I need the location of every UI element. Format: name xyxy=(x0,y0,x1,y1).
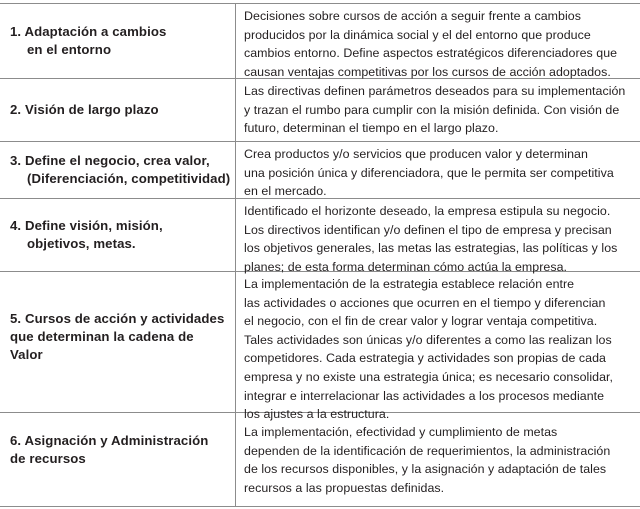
description-line: Las directivas definen parámetros deseados para su implementación xyxy=(244,84,626,98)
description-line: recursos a las propuestas definidas. xyxy=(244,480,445,495)
description-line: Decisiones sobre cursos de acción a seguir frente a cambios xyxy=(244,9,581,23)
table-row xyxy=(0,4,640,79)
row-label xyxy=(0,272,236,412)
table-row xyxy=(0,199,640,272)
description-line: causan ventajas competitivas por los cursos de acción adoptados. xyxy=(244,64,611,79)
row-description xyxy=(236,413,640,506)
description-line: futuro, determinan el tiempo en el largo plazo. xyxy=(244,121,499,136)
row-label-line: (Diferenciación, competitividad) xyxy=(27,171,231,186)
description-line: empresa y no existe una estrategia única; es necesario consolidar, xyxy=(244,369,614,384)
row-label-line: 3. Define el negocio, crea valor, xyxy=(10,153,210,168)
row-description xyxy=(236,272,640,422)
description-line: La implementación, efectividad y cumplimiento de metas xyxy=(244,425,558,439)
table-row xyxy=(0,413,640,507)
row-label xyxy=(0,79,236,141)
row-label xyxy=(0,199,236,271)
strategy-table xyxy=(0,3,640,507)
row-label xyxy=(0,4,236,78)
description-line: Los directivos identifican y/o definen el tipo de empresa y precisan xyxy=(244,222,612,237)
row-label xyxy=(0,142,236,198)
description-line: producidos por la dinámica social y el del entorno que produce xyxy=(244,27,591,42)
row-label-line: Valor xyxy=(10,347,43,362)
description-line: el negocio, con el fin de crear valor y lograr ventaja competitiva. xyxy=(244,314,598,329)
row-label-line: 2. Visión de largo plazo xyxy=(10,102,159,117)
row-label xyxy=(0,413,236,506)
row-label-line: 5. Cursos de acción y actividades xyxy=(10,311,225,326)
description-line: de los recursos disponibles, y la asignación y adaptación de tales xyxy=(244,462,607,477)
row-description xyxy=(236,142,640,198)
row-description xyxy=(236,4,640,78)
description-line: planes; de esta forma determinan cómo actúa la empresa. xyxy=(244,259,568,274)
description-line: los objetivos generales, las metas las estrategias, las políticas y los xyxy=(244,241,618,256)
description-line: cambios entorno. Define aspectos estratégicos diferenciadores que xyxy=(244,46,618,61)
description-line: una posición única y diferenciadora, que le permita ser competitiva xyxy=(244,165,614,180)
description-line: dependen de la identificación de requerimientos, la administración xyxy=(244,443,611,458)
description-line: Tales actividades son únicas y/o diferentes a como las realizan los xyxy=(244,332,612,347)
row-label-line: 6. Asignación y Administración xyxy=(10,433,209,448)
row-description xyxy=(236,199,640,274)
row-label-line: de recursos xyxy=(10,451,86,466)
row-description xyxy=(236,79,640,141)
table-row xyxy=(0,142,640,199)
description-line: integrar e interrelacionar las actividades a los procesos mediante xyxy=(244,388,605,403)
row-label-line: objetivos, metas. xyxy=(27,236,136,251)
description-line: La implementación de la estrategia establece relación entre xyxy=(244,277,575,291)
description-line: Crea productos y/o servicios que producen valor y determinan xyxy=(244,147,588,161)
row-label-line: 1. Adaptación a cambios xyxy=(10,24,167,39)
table-row xyxy=(0,79,640,142)
description-line: competidores. Cada estrategia y actividades son propias de cada xyxy=(244,351,606,366)
description-line: en el mercado. xyxy=(244,184,327,199)
row-label-line: en el entorno xyxy=(27,42,112,57)
row-label-line: que determinan la cadena de xyxy=(10,329,194,344)
description-line: Identificado el horizonte deseado, la empresa estipula su negocio. xyxy=(244,204,611,218)
table-row xyxy=(0,272,640,422)
description-line: y trazan el rumbo para cumplir con la misión definida. Con visión de xyxy=(244,102,620,117)
description-line: los ajustes a la estructura. xyxy=(244,407,390,422)
row-label-line: 4. Define visión, misión, xyxy=(10,218,163,233)
description-line: las actividades o acciones que ocurren en el tiempo y diferencian xyxy=(244,295,606,310)
